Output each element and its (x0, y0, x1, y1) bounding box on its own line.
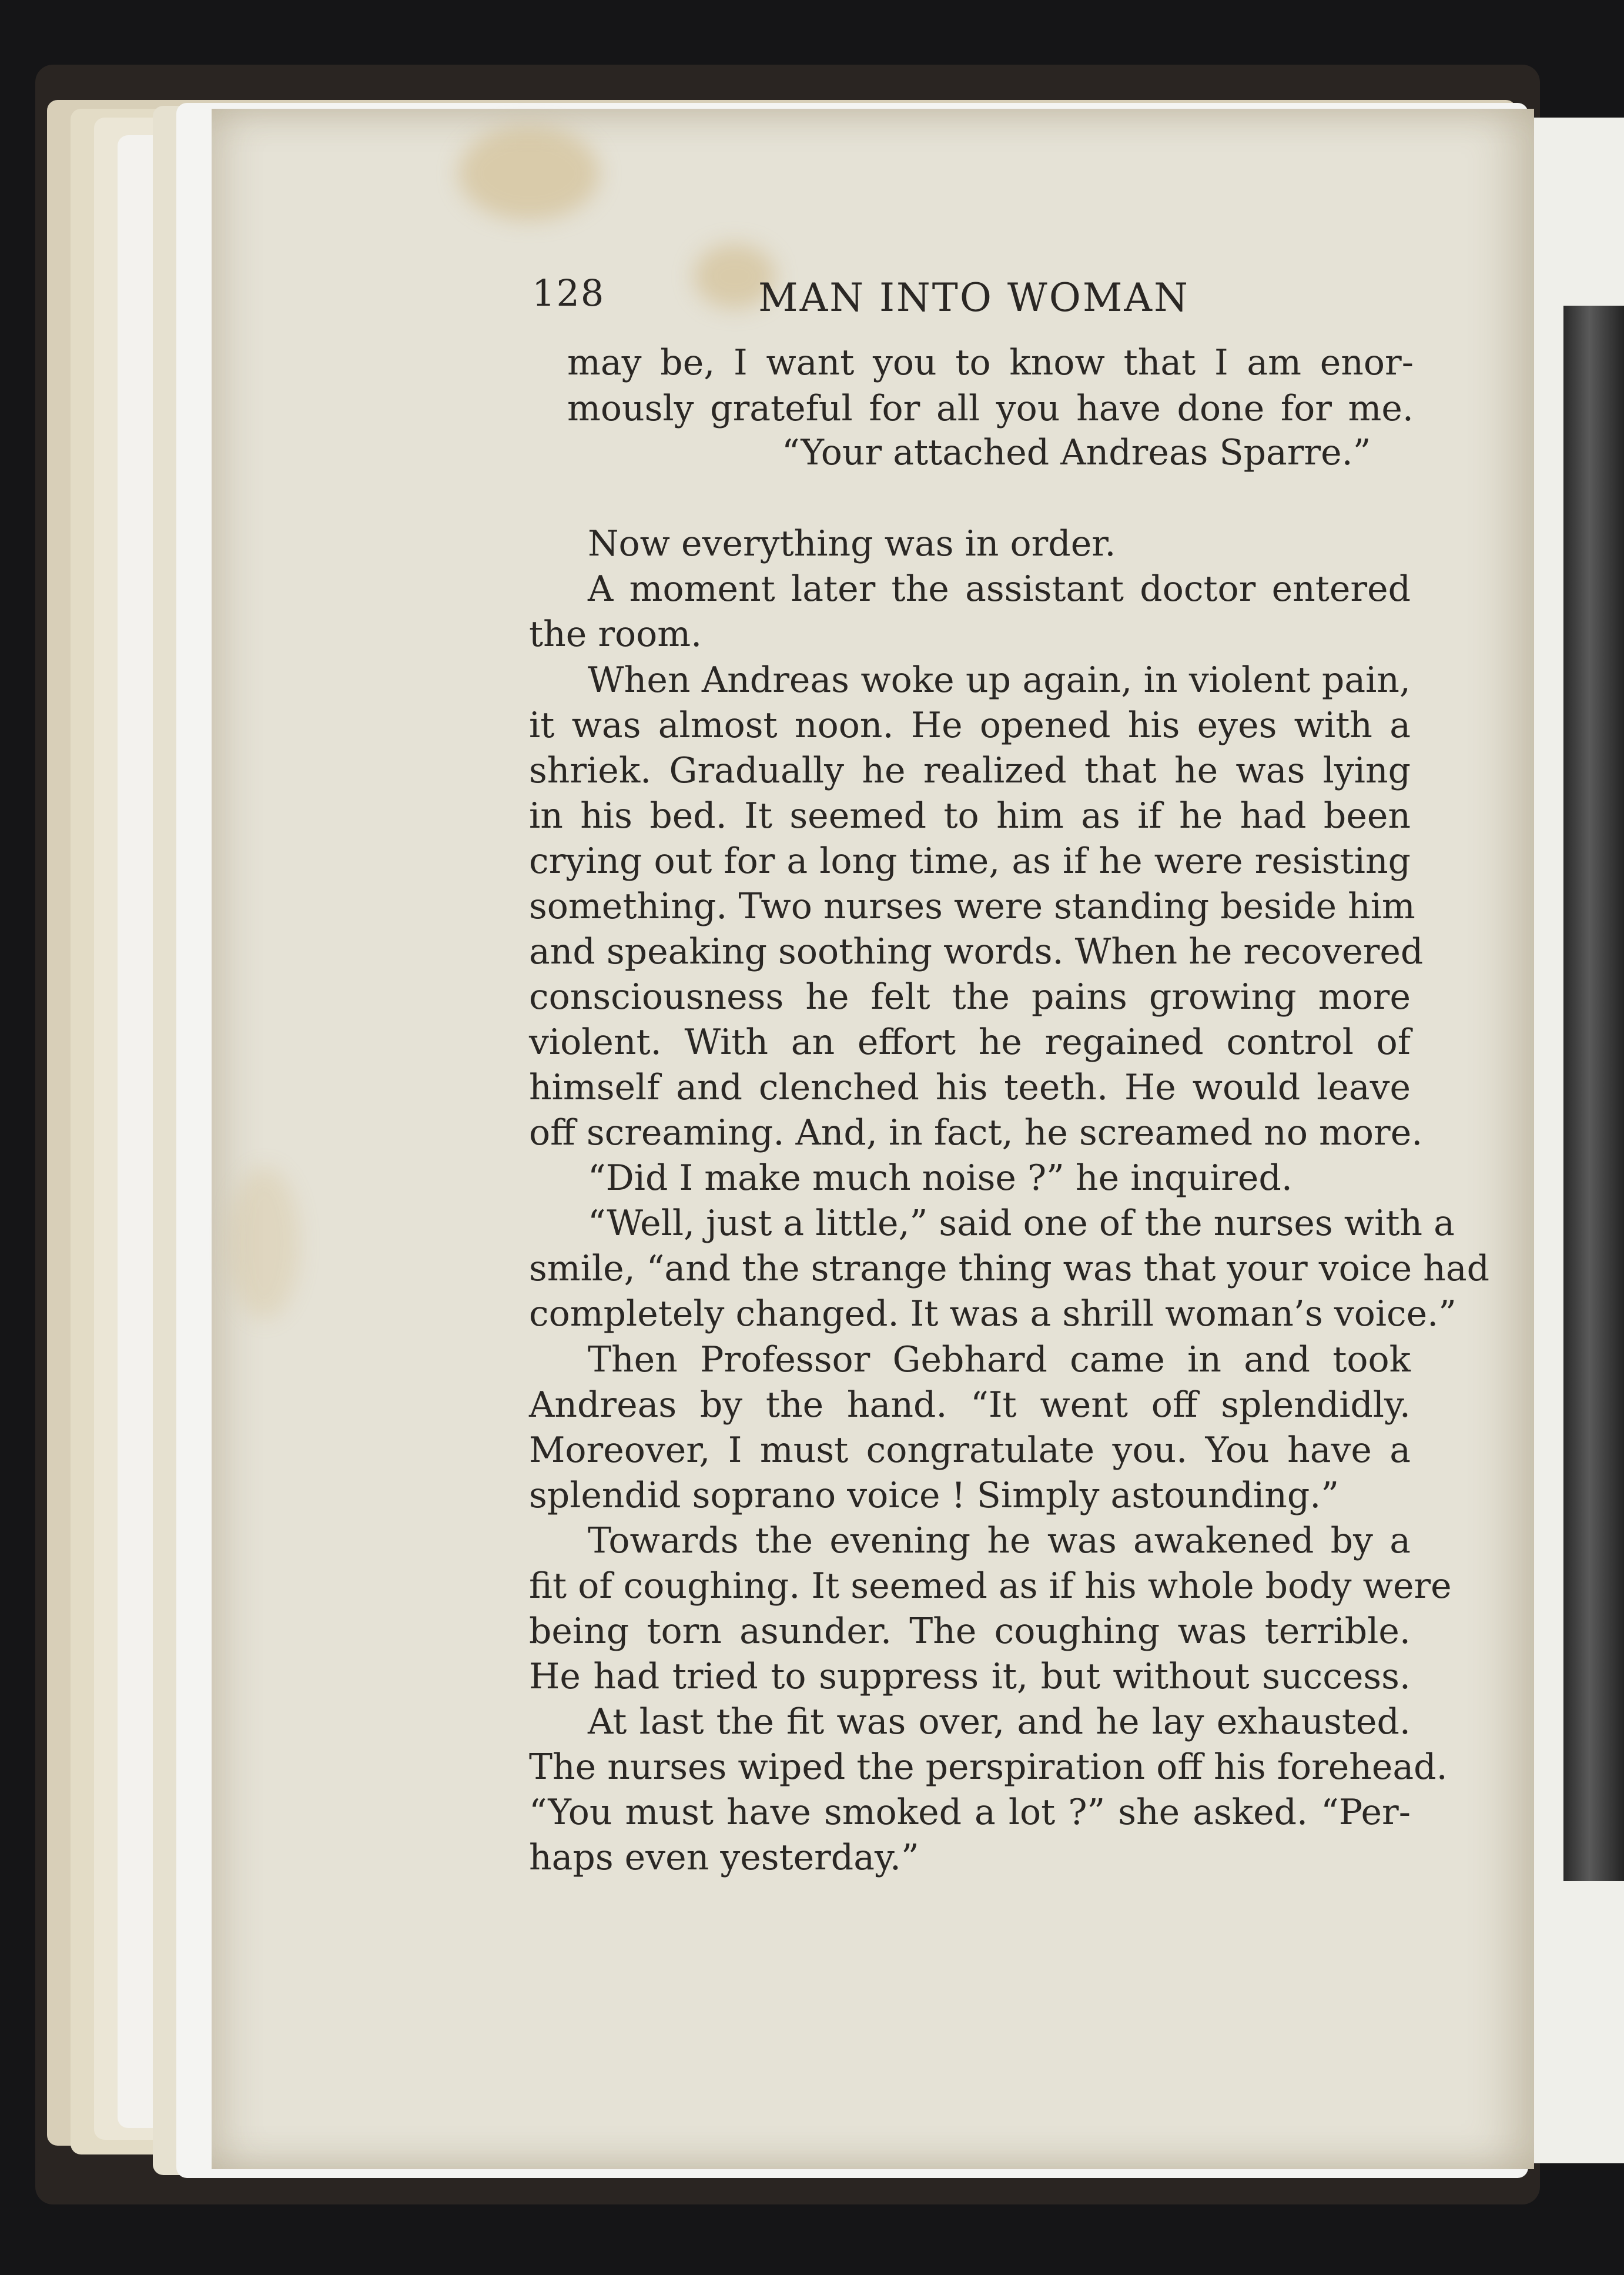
text-line: A moment later the assistant doctor entered (588, 568, 1411, 610)
text-line: crying out for a long time, as if he were resisting (529, 841, 1411, 882)
text-line: in his bed. It seemed to him as if he had been (529, 795, 1411, 837)
text-line: “Well, just a little,” said one of the nurses with a (588, 1203, 1455, 1244)
text-line: Then Professor Gebhard came in and took (588, 1339, 1411, 1380)
page-number: 128 (532, 272, 605, 315)
text-line: violent. With an effort he regained control of (529, 1022, 1411, 1063)
text-line: fit of coughing. It seemed as if his whole body were (529, 1565, 1452, 1607)
text-line: The nurses wiped the perspiration off his forehead. (529, 1747, 1448, 1788)
text-line: shriek. Gradually he realized that he was lying (529, 750, 1411, 791)
text-line: haps even yesterday.” (529, 1837, 919, 1878)
text-line: “Did I make much noise ?” he inquired. (588, 1157, 1292, 1199)
text-line: and speaking soothing words. When he recovered (529, 931, 1424, 972)
text-line: off screaming. And, in fact, he screamed no more. (529, 1112, 1423, 1153)
text-line: may be, I want you to know that I am enor- (567, 342, 1414, 383)
text-line: Now everything was in order. (588, 523, 1116, 564)
text-line: “Your attached Andreas Sparre.” (782, 432, 1371, 473)
running-title: MAN INTO WOMAN (758, 275, 1190, 320)
text-line: “You must have smoked a lot ?” she asked. “Per- (529, 1792, 1411, 1833)
text-line: Andreas by the hand. “It went off splendidly. (529, 1384, 1411, 1426)
text-line: smile, “and the strange thing was that your voice had (529, 1248, 1490, 1289)
text-line: He had tried to suppress it, but without success. (529, 1656, 1411, 1697)
text-line: being torn asunder. The coughing was terrible. (529, 1611, 1411, 1652)
text-line: Towards the evening he was awakened by a (588, 1520, 1411, 1561)
text-line: something. Two nurses were standing beside him (529, 886, 1415, 927)
text-line: mously grateful for all you have done for me. (567, 388, 1414, 429)
text-line: it was almost noon. He opened his eyes with a (529, 705, 1411, 746)
text-line: consciousness he felt the pains growing more (529, 976, 1411, 1018)
text-line: the room. (529, 614, 702, 655)
text-line: splendid soprano voice ! Simply astounding.” (529, 1475, 1340, 1516)
text-line: At last the fit was over, and he lay exhausted. (588, 1701, 1411, 1742)
text-line: completely changed. It was a shrill woman’s voice.” (529, 1293, 1456, 1334)
text-line: When Andreas woke up again, in violent pain, (588, 660, 1411, 701)
text-line: himself and clenched his teeth. He would leave (529, 1067, 1411, 1108)
text-line: Moreover, I must congratulate you. You have a (529, 1430, 1411, 1471)
